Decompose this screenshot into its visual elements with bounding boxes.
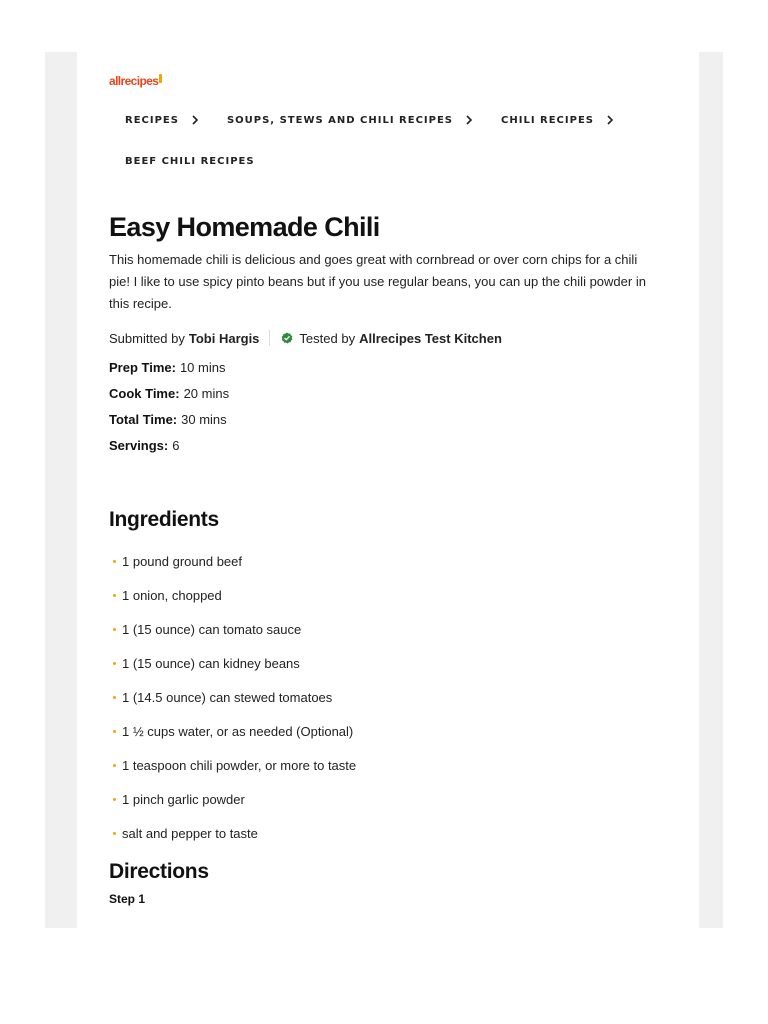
ingredient-text: 1 pinch garlic powder xyxy=(122,792,245,807)
ingredient-item xyxy=(113,720,356,754)
ingredient-item xyxy=(113,550,356,584)
bullet-icon xyxy=(113,832,116,835)
bullet-icon xyxy=(113,730,116,733)
recipe-byline xyxy=(109,328,502,348)
ingredient-text: salt and pepper to taste xyxy=(122,826,258,841)
directions-heading: Directions xyxy=(109,860,209,883)
breadcrumb-label: BEEF CHILI RECIPES xyxy=(125,155,255,167)
bullet-icon xyxy=(113,696,116,699)
meta-value: 6 xyxy=(172,438,180,453)
ingredient-text: 1 (15 ounce) can kidney beans xyxy=(122,656,300,671)
recipe-page xyxy=(77,52,699,928)
tested-by-label: Tested by xyxy=(299,330,356,346)
recipe-meta xyxy=(109,358,229,462)
allrecipes-logo[interactable] xyxy=(109,74,162,88)
meta-value: 30 mins xyxy=(181,412,227,427)
breadcrumb-row-2 xyxy=(125,151,685,171)
author-link[interactable]: Tobi Hargis xyxy=(188,330,260,346)
bullet-icon xyxy=(113,628,116,631)
submitted-by-label: Submitted by xyxy=(109,330,185,346)
total-time xyxy=(109,410,229,436)
ingredient-item xyxy=(113,584,356,618)
breadcrumb-label: CHILI RECIPES xyxy=(501,114,594,126)
logo-text: allrecipes xyxy=(109,74,159,88)
cook-time xyxy=(109,384,229,410)
ingredient-text: 1 (14.5 ounce) can stewed tomatoes xyxy=(122,690,333,705)
breadcrumb xyxy=(125,110,685,192)
page-frame xyxy=(45,52,723,928)
tester-link[interactable]: Allrecipes Test Kitchen xyxy=(359,330,502,346)
byline-divider xyxy=(269,330,270,346)
ingredient-text: 1 teaspoon chili powder, or more to taste xyxy=(122,758,357,773)
ingredient-item xyxy=(113,822,356,856)
ingredient-item xyxy=(113,652,356,686)
step-label: Step 1 xyxy=(109,892,146,906)
ingredient-text: 1 ½ cups water, or as needed (Optional) xyxy=(122,724,354,739)
meta-label: Cook Time: xyxy=(109,386,180,401)
servings xyxy=(109,436,229,462)
ingredient-text: 1 onion, chopped xyxy=(122,588,222,603)
breadcrumb-label: RECIPES xyxy=(125,114,179,126)
ingredients-list xyxy=(113,550,356,856)
bullet-icon xyxy=(113,764,116,767)
breadcrumb-soups-stews-chili[interactable] xyxy=(227,114,475,126)
meta-value: 10 mins xyxy=(179,360,226,375)
breadcrumb-label: SOUPS, STEWS AND CHILI RECIPES xyxy=(226,114,454,126)
breadcrumb-recipes[interactable] xyxy=(125,114,201,126)
ingredient-item xyxy=(113,618,356,652)
prep-time xyxy=(109,358,229,384)
ingredient-text: 1 (15 ounce) can tomato sauce xyxy=(122,622,302,637)
meta-value: 20 mins xyxy=(183,386,230,401)
chevron-right-icon xyxy=(463,114,475,126)
ingredient-item xyxy=(113,754,356,788)
meta-label: Total Time: xyxy=(109,412,178,427)
breadcrumb-beef-chili[interactable] xyxy=(125,156,255,167)
breadcrumb-chili-recipes[interactable] xyxy=(501,114,616,126)
verified-check-icon xyxy=(281,332,293,344)
chevron-right-icon xyxy=(604,114,616,126)
meta-label: Prep Time: xyxy=(109,360,176,375)
bullet-icon xyxy=(113,662,116,665)
chevron-right-icon xyxy=(189,114,201,126)
logo-spoon-icon xyxy=(159,74,162,83)
meta-label: Servings: xyxy=(109,438,169,453)
ingredient-item xyxy=(113,686,356,720)
recipe-description: This homemade chili is delicious and goes great with cornbread or over corn chips for a chili pie! I like to use spicy pinto beans but if you use regular beans, you can up the chili powder in this recipe. xyxy=(109,252,646,311)
bullet-icon xyxy=(113,798,116,801)
ingredient-item xyxy=(113,788,356,822)
breadcrumb-row-1 xyxy=(125,110,685,130)
ingredients-heading: Ingredients xyxy=(109,508,219,531)
bullet-icon xyxy=(113,594,116,597)
recipe-title: Easy Homemade Chili xyxy=(109,212,380,242)
bullet-icon xyxy=(113,560,116,563)
ingredient-text: 1 pound ground beef xyxy=(122,554,242,569)
